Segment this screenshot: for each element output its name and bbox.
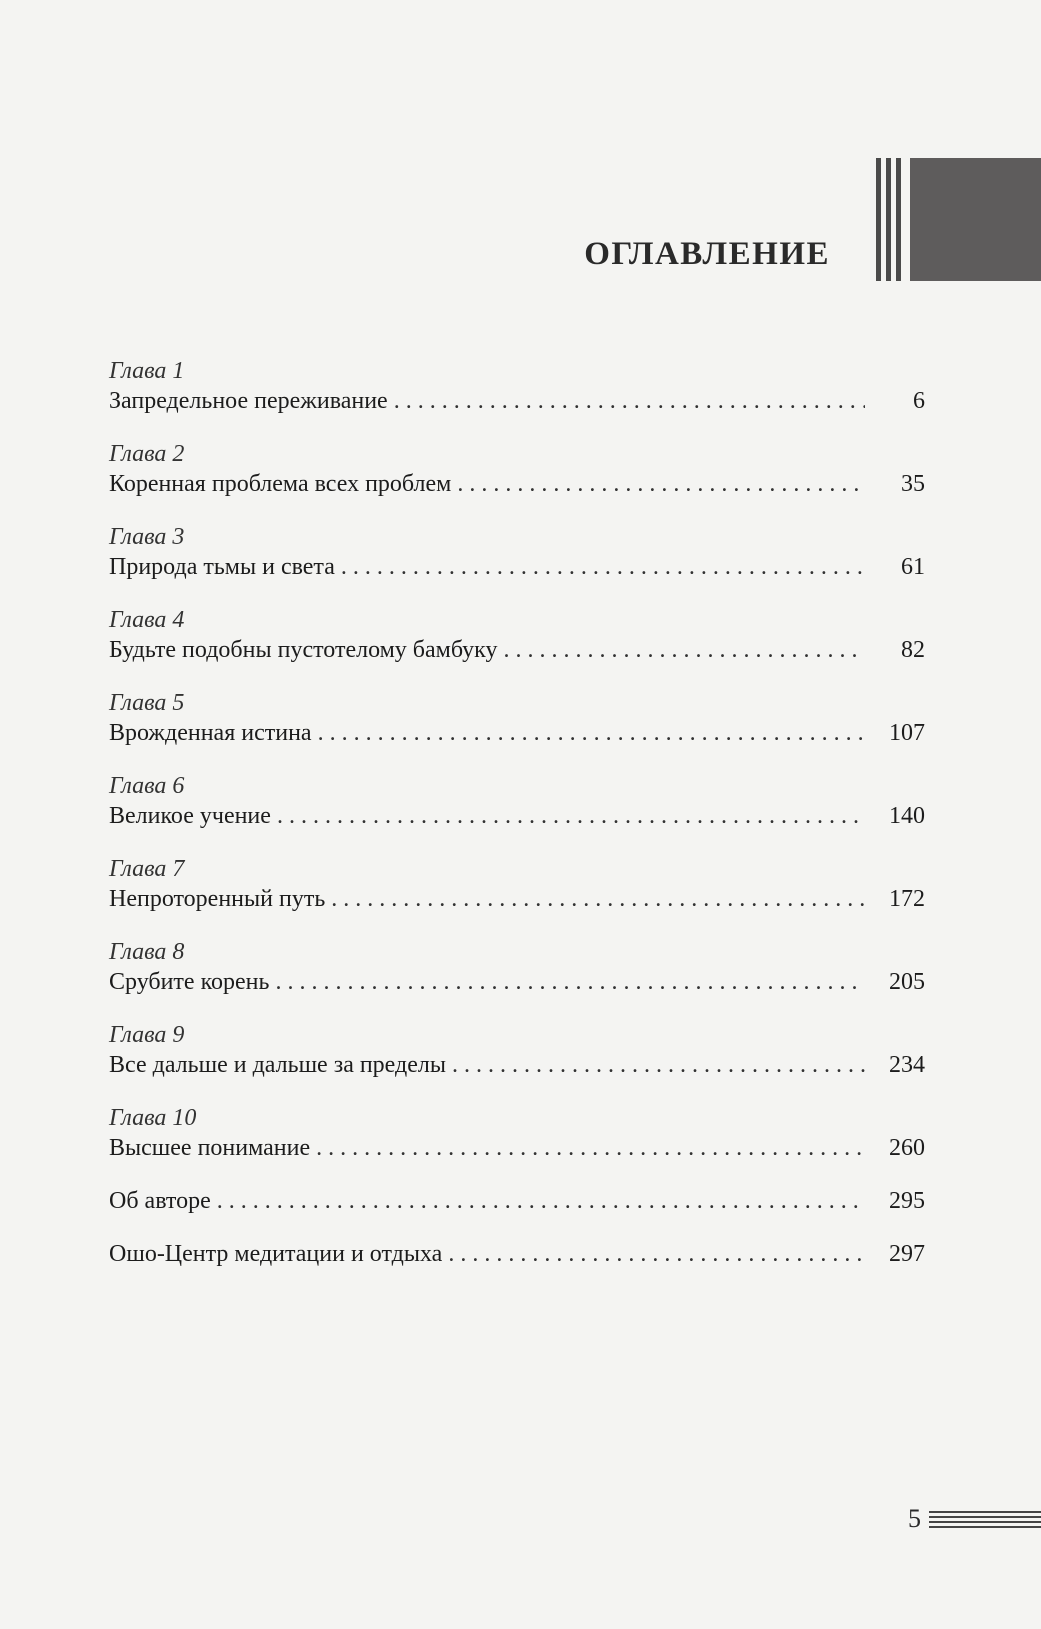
toc-line[interactable]	[109, 1186, 925, 1216]
page-ref: 297	[889, 1241, 925, 1267]
dot-leader	[448, 1239, 865, 1269]
toc-entry	[109, 522, 925, 582]
chapter-title: Срубите корень	[109, 969, 270, 995]
toc-line[interactable]	[109, 635, 925, 665]
dot-leader	[217, 1186, 865, 1216]
toc-entry	[109, 854, 925, 914]
toc-entry	[109, 605, 925, 665]
chapter-title: Природа тьмы и света	[109, 554, 335, 580]
chapter-title: Врожденная истина	[109, 720, 312, 746]
dot-leader	[316, 1133, 865, 1163]
dot-leader	[275, 967, 865, 997]
footer-line	[929, 1511, 1041, 1513]
footer-line	[929, 1516, 1041, 1518]
chapter-title: Ошо-Центр медитации и отдыха	[109, 1241, 443, 1267]
chapter-label: Глава 7	[109, 856, 185, 882]
dot-leader	[452, 1050, 865, 1080]
chapter-label: Глава 1	[109, 358, 185, 384]
toc-line[interactable]	[109, 552, 925, 582]
chapter-label: Глава 9	[109, 1022, 185, 1048]
page-footer	[908, 1504, 1041, 1534]
toc-entry	[109, 439, 925, 499]
chapter-label: Глава 5	[109, 690, 185, 716]
toc-entry	[109, 688, 925, 748]
chapter-label: Глава 10	[109, 1105, 197, 1131]
chapter-title: Будьте подобны пустотелому бамбуку	[109, 637, 498, 663]
footer-line	[929, 1521, 1041, 1523]
header-decoration	[876, 158, 1041, 281]
toc-line[interactable]	[109, 386, 925, 416]
page-title: ОГЛАВЛЕНИЕ	[584, 236, 830, 272]
toc-entry	[109, 1239, 925, 1269]
table-of-contents	[109, 356, 925, 1292]
page-ref: 205	[889, 969, 925, 995]
footer-decoration	[929, 1509, 1041, 1529]
toc-line[interactable]	[109, 1133, 925, 1163]
page-ref: 295	[889, 1188, 925, 1214]
chapter-title: Высшее понимание	[109, 1135, 311, 1161]
page-ref: 140	[889, 803, 925, 829]
toc-line[interactable]	[109, 967, 925, 997]
header-stripe	[896, 158, 901, 281]
dot-leader	[277, 801, 865, 831]
chapter-label: Глава 2	[109, 441, 185, 467]
chapter-title: Запредельное переживание	[109, 388, 388, 414]
page-ref: 107	[889, 720, 925, 746]
header-stripe	[876, 158, 881, 281]
chapter-title: Все дальше и дальше за пределы	[109, 1052, 446, 1078]
page-ref: 61	[901, 554, 925, 580]
page-number: 5	[908, 1504, 921, 1533]
page-ref: 82	[901, 637, 925, 663]
page-ref: 6	[913, 388, 925, 414]
dot-leader	[503, 635, 865, 665]
chapter-label: Глава 8	[109, 939, 185, 965]
chapter-title: Великое учение	[109, 803, 271, 829]
header-stripe	[886, 158, 891, 281]
chapter-title: Об авторе	[109, 1188, 211, 1214]
chapter-label: Глава 4	[109, 607, 185, 633]
toc-line[interactable]	[109, 1050, 925, 1080]
dot-leader	[457, 469, 865, 499]
toc-line[interactable]	[109, 801, 925, 831]
toc-entry	[109, 1186, 925, 1216]
toc-line[interactable]	[109, 469, 925, 499]
toc-entry	[109, 1020, 925, 1080]
header-block	[910, 158, 1041, 281]
dot-leader	[341, 552, 865, 582]
chapter-label: Глава 6	[109, 773, 185, 799]
page-ref: 234	[889, 1052, 925, 1078]
chapter-title: Непроторенный путь	[109, 886, 326, 912]
dot-leader	[331, 884, 865, 914]
page-ref: 172	[889, 886, 925, 912]
toc-line[interactable]	[109, 1239, 925, 1269]
footer-line	[929, 1526, 1041, 1528]
toc-entry	[109, 1103, 925, 1163]
toc-line[interactable]	[109, 884, 925, 914]
toc-entry	[109, 937, 925, 997]
chapter-title: Коренная проблема всех проблем	[109, 471, 452, 497]
chapter-label: Глава 3	[109, 524, 185, 550]
toc-line[interactable]	[109, 718, 925, 748]
page-ref: 260	[889, 1135, 925, 1161]
toc-entry	[109, 771, 925, 831]
dot-leader	[394, 386, 865, 416]
page-ref: 35	[901, 471, 925, 497]
toc-entry	[109, 356, 925, 416]
dot-leader	[318, 718, 865, 748]
